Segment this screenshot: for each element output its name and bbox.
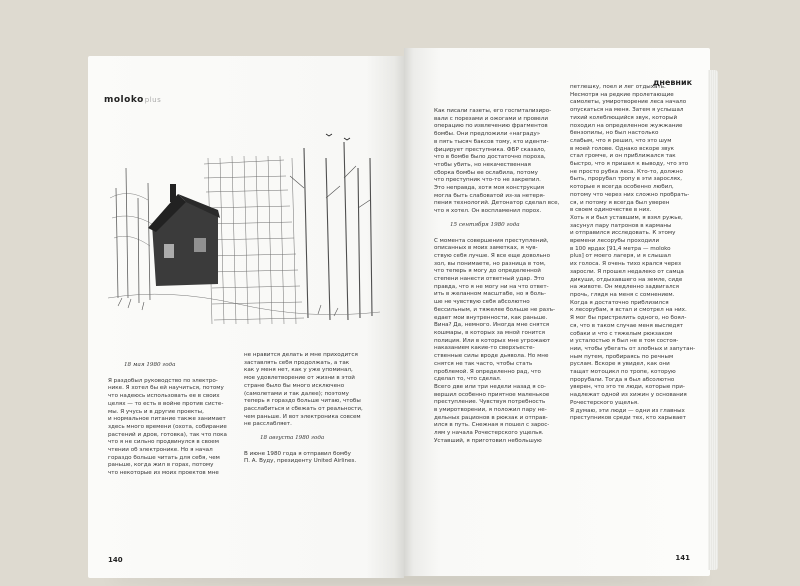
- right-col2: [570, 84, 700, 423]
- right-col1: [434, 108, 562, 446]
- left-col1: [108, 362, 236, 478]
- trees-left: [110, 168, 152, 303]
- logo-subtext: plus: [144, 96, 162, 104]
- page-edges: [708, 70, 718, 570]
- magazine-spread: [88, 48, 720, 578]
- ground-line: [108, 294, 380, 315]
- body-text: Как писали газеты, его госпитализиро- вали с порезами и ожогами и провели операцию по извлечению фрагментов бомбы. Они предложили «награду» в пять тысяч баксов тому, кто иденти- фицирует преступника. ФБР сказало, что в бомбе было достаточно пороха, чтобы убить, но некачественная сборка бомбы ее ослабила, потому что преступник что-то не закрепил. Это неправда, хотя моя конструкция могла быть слабоватой из-за нетеря- пения технологий. Детонатор сделал все, что я хотел. Он воспламенил порох.: [434, 108, 560, 215]
- body-text: петлешку, поел и лег отдыхать. Несмотря на редкие пролетающие самолеты, умиротворение леса начало опускаться на меня. Затем я услышал тихий колеблющийся звук, который походил на определенное жужжание бензопилы, но был настолько слабым, что я решил, что это шум в моей голове. Однако вскоре звук стал громче, и он приближался так быстро, что я пришел к выводу, что это не просто рубка леса. Кто-то, должно быть, прорубал тропу в эти зарослях, которые я всегда особенно любил, потому что через них сложно пробрать- ся, и потому я всегда был уверен в своем одиночестве в них. Хоть я и был уставшим, я взял ружье, засунул пару патронов в карманы и отправился исследовать. К этому времени лесорубы проходили в 100 ярдах [91,4 метра — moloko plus] от моего лагеря, и я слышал их голоса. Я очень тихо крался через заросли. Я прошел недалеко от самца дикуши, отдыхавшего на земле, сиде на животе. Он медленно задвигался прочь, глядя на меня с сомнением. Когда я достаточно приблизился к лесорубам, я встал и смотрел на них. Я мог бы пристрелить одного, но боял- ся, что в таком случае меня выследят собаки и что с тяжелым рюкзаком и усталостью я был не в том состоя- нии, чтобы убегать от злобных и запутан- ным путем, пробираясь по речным руслам. Вскоре я увидел, как они тащат мотоцикл по тропе, которую прорубали. Тогда я был абсолютно уверен, что это те люди, которые при- надлежат одной из хижин у основания Рочестерского ущелья. Я думаю, эти люди — одни из главных преступников среди тех, кто харывает: [570, 84, 696, 422]
- body-text: С момента совершения преступлений, описанных в моих заметках, я чув- ствую себя лучше. Я все еще довольно зол, вы понимаете, но разница в том, что теперь я могу до определенной степени нанести ответный удар. Это правда, что я не могу ни на что ответ- ить в желанном масштабе, но я боль- ше не чувствую себя абсолютно бессильным, и тяжелее больше не разъ- едает мои внутренности, как раньше. Вина? Да, немного. Иногда мне снятся кошмары, в которых за мной гонится полиция. Или в которых мне угрожают наказанием какие-то сверхъесте- ственные силы вроде дьявола. Но мне снятся не так часто, чтобы стать проблемой. Я определенно рад, что сделал то, что сделал. Всего две или три недели назад я со- вершил особенно приятное маленькое преступление. Чувствуя потребность в умиротворении, я положил пару не- дельных рационов в рюкзак и отправ- ился в путь. Снежная я пошел с зарос- лям у начала Рочестерского ущелья. Уставший, я приготовил небольшую: [434, 237, 556, 444]
- right-page: [404, 48, 710, 576]
- birds-drawing: [326, 134, 350, 140]
- grass-strokes: [118, 298, 338, 316]
- body-text: не нравится делать и мне приходится заставлять себя продолжать, а так как у меня нет, как у уже упоминал, мое удовлетворение от жизни в этой стране было бы много исключено (самолетами и так далее); поэтому теперь я гораздо больше читаю, чтобы расслабиться и сбежать от реальности, чем раньше. И вот электроника совсем не расслабляет.: [244, 352, 363, 428]
- body-text: В июне 1980 года я отправил бомбу П. А. Вуду, президенту United Airlines.: [244, 450, 357, 465]
- left-page: [88, 56, 404, 578]
- left-col2: [244, 352, 380, 466]
- page-number-right: 141: [675, 554, 690, 562]
- grid-drawing: [204, 156, 304, 324]
- diary-date: 18 августа 1980 года: [260, 435, 325, 442]
- logo-text: moloko: [104, 95, 144, 105]
- page-number-left: 140: [108, 556, 123, 564]
- diary-date: 18 мая 1980 года: [124, 362, 176, 368]
- cabin-illustration: [108, 128, 380, 328]
- section-label: дневник: [652, 78, 692, 87]
- diary-date: 15 сентября 1980 года: [450, 221, 520, 228]
- trees-right: [290, 142, 372, 320]
- magazine-logo: [104, 95, 161, 105]
- body-text: Я раздобыл руководство по электро- нике. Я хотел бы ей научиться, потому что надеюсь использовать ее в своих целях — то есть в войне против систе- мы. Я учусь и в другие проекты, и нормальное питание также занимает здесь много времени (охота, собирание растений и дров, готовка), так что пока что я не сильно продвинулся в своем чтении об электронике. Но я начал гораздо больше читать для себя, чем раньше, когда жил в горах, потому что некоторые из моих проектов мне: [108, 377, 227, 477]
